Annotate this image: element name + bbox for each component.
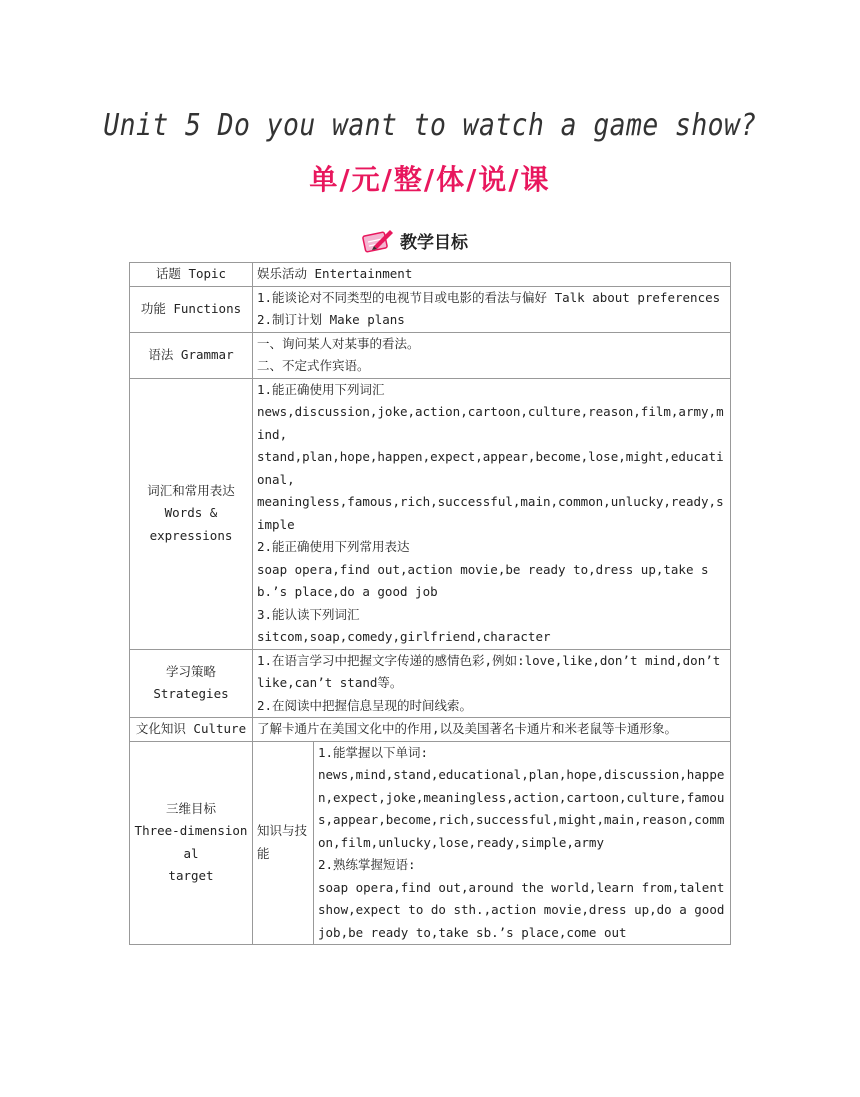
table-row-topic (130, 263, 731, 287)
three-dim-label-en1: Three-dimensional (134, 823, 248, 861)
words-line: soap opera,find out,action movie,be ready to,dress up,take sb.’s place,do a good job (257, 561, 709, 599)
words-line: 2.能正确使用下列常用表达 (257, 539, 410, 554)
table-row-culture (130, 718, 731, 742)
words-line: 3.能认读下列词汇 (257, 606, 360, 622)
functions-line: 2.制订计划 Make plans (257, 312, 405, 327)
teaching-objectives-table (129, 262, 731, 945)
strategies-label (130, 649, 253, 718)
pencil-notebook-icon (362, 226, 394, 254)
culture-label: 文化知识 Culture (130, 718, 253, 742)
three-dim-line: news,mind,stand,educational,plan,hope,discussion,happen,expect,joke,meaningless,action,cartoon,culture,famous,appear,become,rich,successful,might,main,reason,common,film,unlucky,lose,ready,simple,army (318, 767, 725, 850)
grammar-label: 语法 Grammar (130, 332, 253, 378)
strategies-label-cn: 学习策略 (165, 663, 216, 679)
topic-label: 话题 Topic (130, 263, 253, 287)
words-label (130, 378, 253, 649)
table-row-words (130, 378, 731, 649)
functions-label: 功能 Functions (130, 286, 253, 332)
strategies-line: 1.在语言学习中把握文字传递的感情色彩,例如:love,like,don’t mind,don’t like,can’t stand等。 (257, 652, 721, 690)
three-dim-line: 1.能掌握以下单词: (318, 744, 429, 760)
three-dim-label-cn: 三维目标 (165, 800, 216, 816)
three-dim-line: 2.熟练掌握短语: (318, 857, 416, 872)
functions-line: 1.能谈论对不同类型的电视节目或电影的看法与偏好 Talk about preferences (257, 289, 721, 305)
topic-content: 娱乐活动 Entertainment (253, 263, 731, 287)
unit-title: Unit 5 Do you want to watch a game show? (103, 108, 757, 143)
three-dim-label (130, 741, 253, 945)
objectives-heading (362, 226, 468, 254)
words-label-en2: expressions (149, 527, 233, 543)
words-line: sitcom,soap,comedy,girlfriend,character (257, 629, 551, 644)
words-line: meaningless,famous,rich,successful,main,common,unlucky,ready,simple (257, 494, 724, 532)
three-dim-content (314, 741, 731, 945)
table-row-strategies (130, 649, 731, 718)
culture-content: 了解卡通片在美国文化中的作用,以及美国著名卡通片和米老鼠等卡通形象。 (253, 718, 731, 742)
knowledge-skills-label: 知识与技能 (253, 741, 314, 945)
three-dim-line: soap opera,find out,around the world,learn from,talent show,expect to do sth.,action movie,dress up,do a good job,be ready to,take sb.’s place,come out (318, 879, 725, 940)
strategies-line: 2.在阅读中把握信息呈现的时间线索。 (257, 697, 473, 713)
words-label-cn: 词汇和常用表达 (147, 482, 235, 498)
words-line: news,discussion,joke,action,cartoon,culture,reason,film,army,mind, (257, 404, 724, 442)
grammar-line: 一、询问某人对某事的看法。 (257, 335, 420, 351)
grammar-line: 二、不定式作宾语。 (257, 358, 370, 373)
strategies-content (253, 649, 731, 718)
table-row-three-dimensional (130, 741, 731, 945)
strategies-label-en: Strategies (153, 686, 229, 702)
words-label-en1: Words & (164, 505, 218, 521)
words-line: stand,plan,hope,happen,expect,appear,become,lose,might,educational, (257, 449, 724, 487)
table-row-grammar (130, 332, 731, 378)
functions-content (253, 286, 731, 332)
table-row-functions (130, 286, 731, 332)
words-content (253, 378, 731, 649)
words-line: 1.能正确使用下列词汇 (257, 381, 385, 397)
three-dim-label-en2: target (168, 868, 214, 884)
grammar-content (253, 332, 731, 378)
section-title: 单/元/整/体/说/课 (309, 163, 551, 196)
objectives-heading-text: 教学目标 (400, 232, 468, 253)
